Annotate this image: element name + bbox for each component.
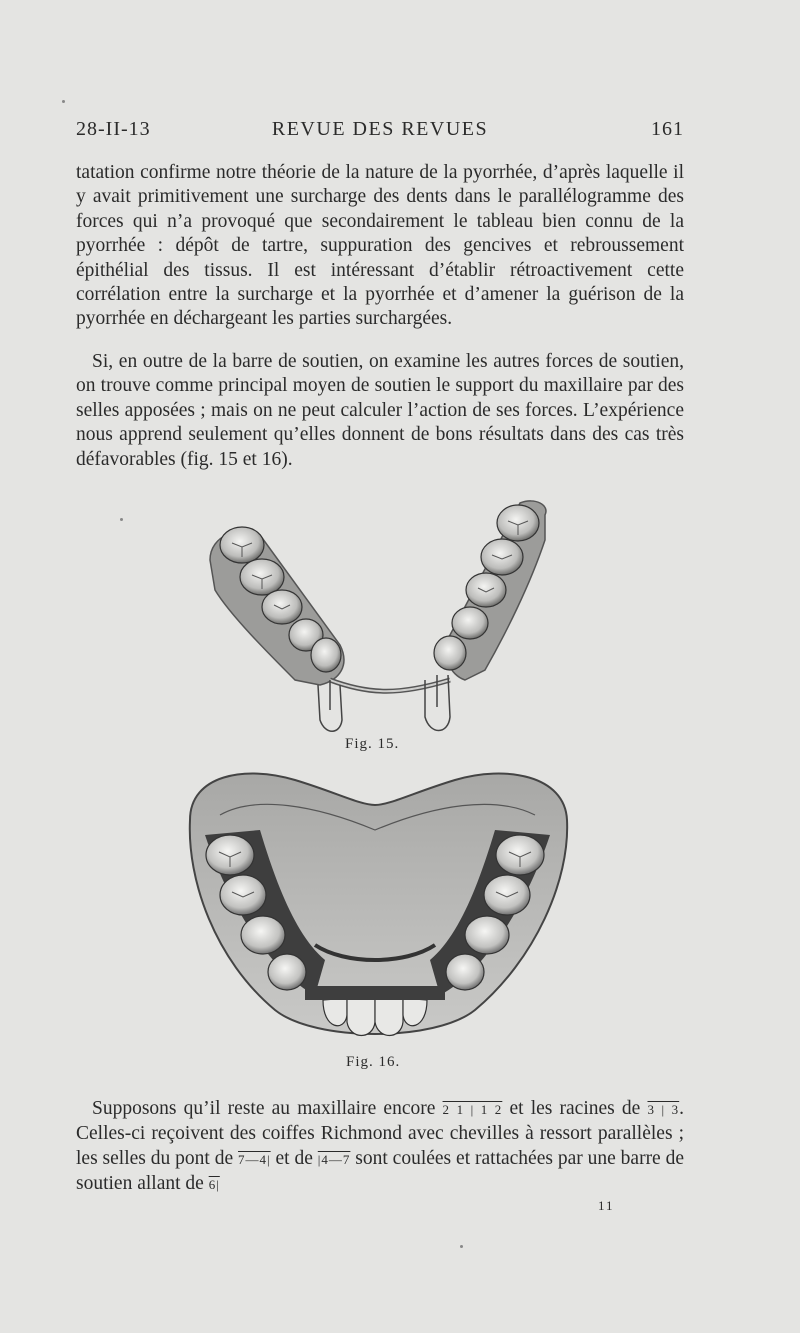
paper-speck bbox=[62, 100, 65, 103]
p3-text-a: Supposons qu’il reste au maxillaire encore bbox=[92, 1098, 436, 1119]
p3-text-d: et de bbox=[275, 1147, 313, 1169]
header-date: 28-II-13 bbox=[76, 118, 151, 140]
paragraph-support-forces: Si, en outre de la barre de soutien, on examine les autres forces de soutien, on trouve comme principal moyen de soutien le support du maxillaire par des selles apposées ; mais on ne peut calculer l’action de ses forces. L’expérience nous apprend seulement qu’elles donnent de bons résultats dans des cas très défavorables (fig. 15 et 16). bbox=[76, 351, 684, 470]
paragraph-richmond-crowns bbox=[76, 1097, 684, 1198]
running-header bbox=[76, 118, 684, 148]
p3-text-e: sont coulées et rattachées par une barre de soutien allant de bbox=[76, 1147, 685, 1195]
figure-16-caption: Fig. 16. bbox=[346, 1054, 401, 1070]
header-title: REVUE DES REVUES bbox=[271, 118, 489, 140]
figure-15-partial-denture bbox=[200, 495, 560, 740]
tooth-formula-4: |4—7 bbox=[317, 1151, 351, 1167]
figure-15-caption: Fig. 15. bbox=[345, 736, 400, 752]
tooth-formula-2: 3 | 3 bbox=[647, 1102, 680, 1117]
tooth-formula-5: 6| bbox=[208, 1177, 220, 1193]
p3-text-c: . Celles-ci reçoivent des coiffes Richmond avec chevilles à ressort parallèles ; les selles du pont de bbox=[76, 1098, 685, 1169]
paragraph-pyorrhea-theory: tatation confirme notre théorie de la nature de la pyorrhée, d’après laquelle il y avait primitivement une surcharge des dents dans le parallélogramme des forces qui n’a provoqué que secondairement le tableau bien connu de la pyorrhée : dépôt de tartre, suppuration des gencives et rebroussement épithélial des tissus. Il est intéressant d’établir rétroactivement cette corrélation entre la surcharge et la pyorrhée et d’amener la guérison de la pyorrhée en déchargeant les parties surchargées. bbox=[76, 162, 684, 330]
figure-16-upper-denture bbox=[175, 760, 575, 1055]
p3-text-b: et les racines de bbox=[509, 1098, 641, 1119]
tooth-formula-1: 2 1 | 1 2 bbox=[442, 1102, 503, 1117]
page-number: 161 bbox=[651, 118, 684, 140]
paper-speck bbox=[120, 518, 123, 521]
paper-speck bbox=[460, 1245, 463, 1248]
tooth-formula-3: 7—4| bbox=[238, 1151, 271, 1167]
signature-mark: 11 bbox=[598, 1198, 615, 1213]
